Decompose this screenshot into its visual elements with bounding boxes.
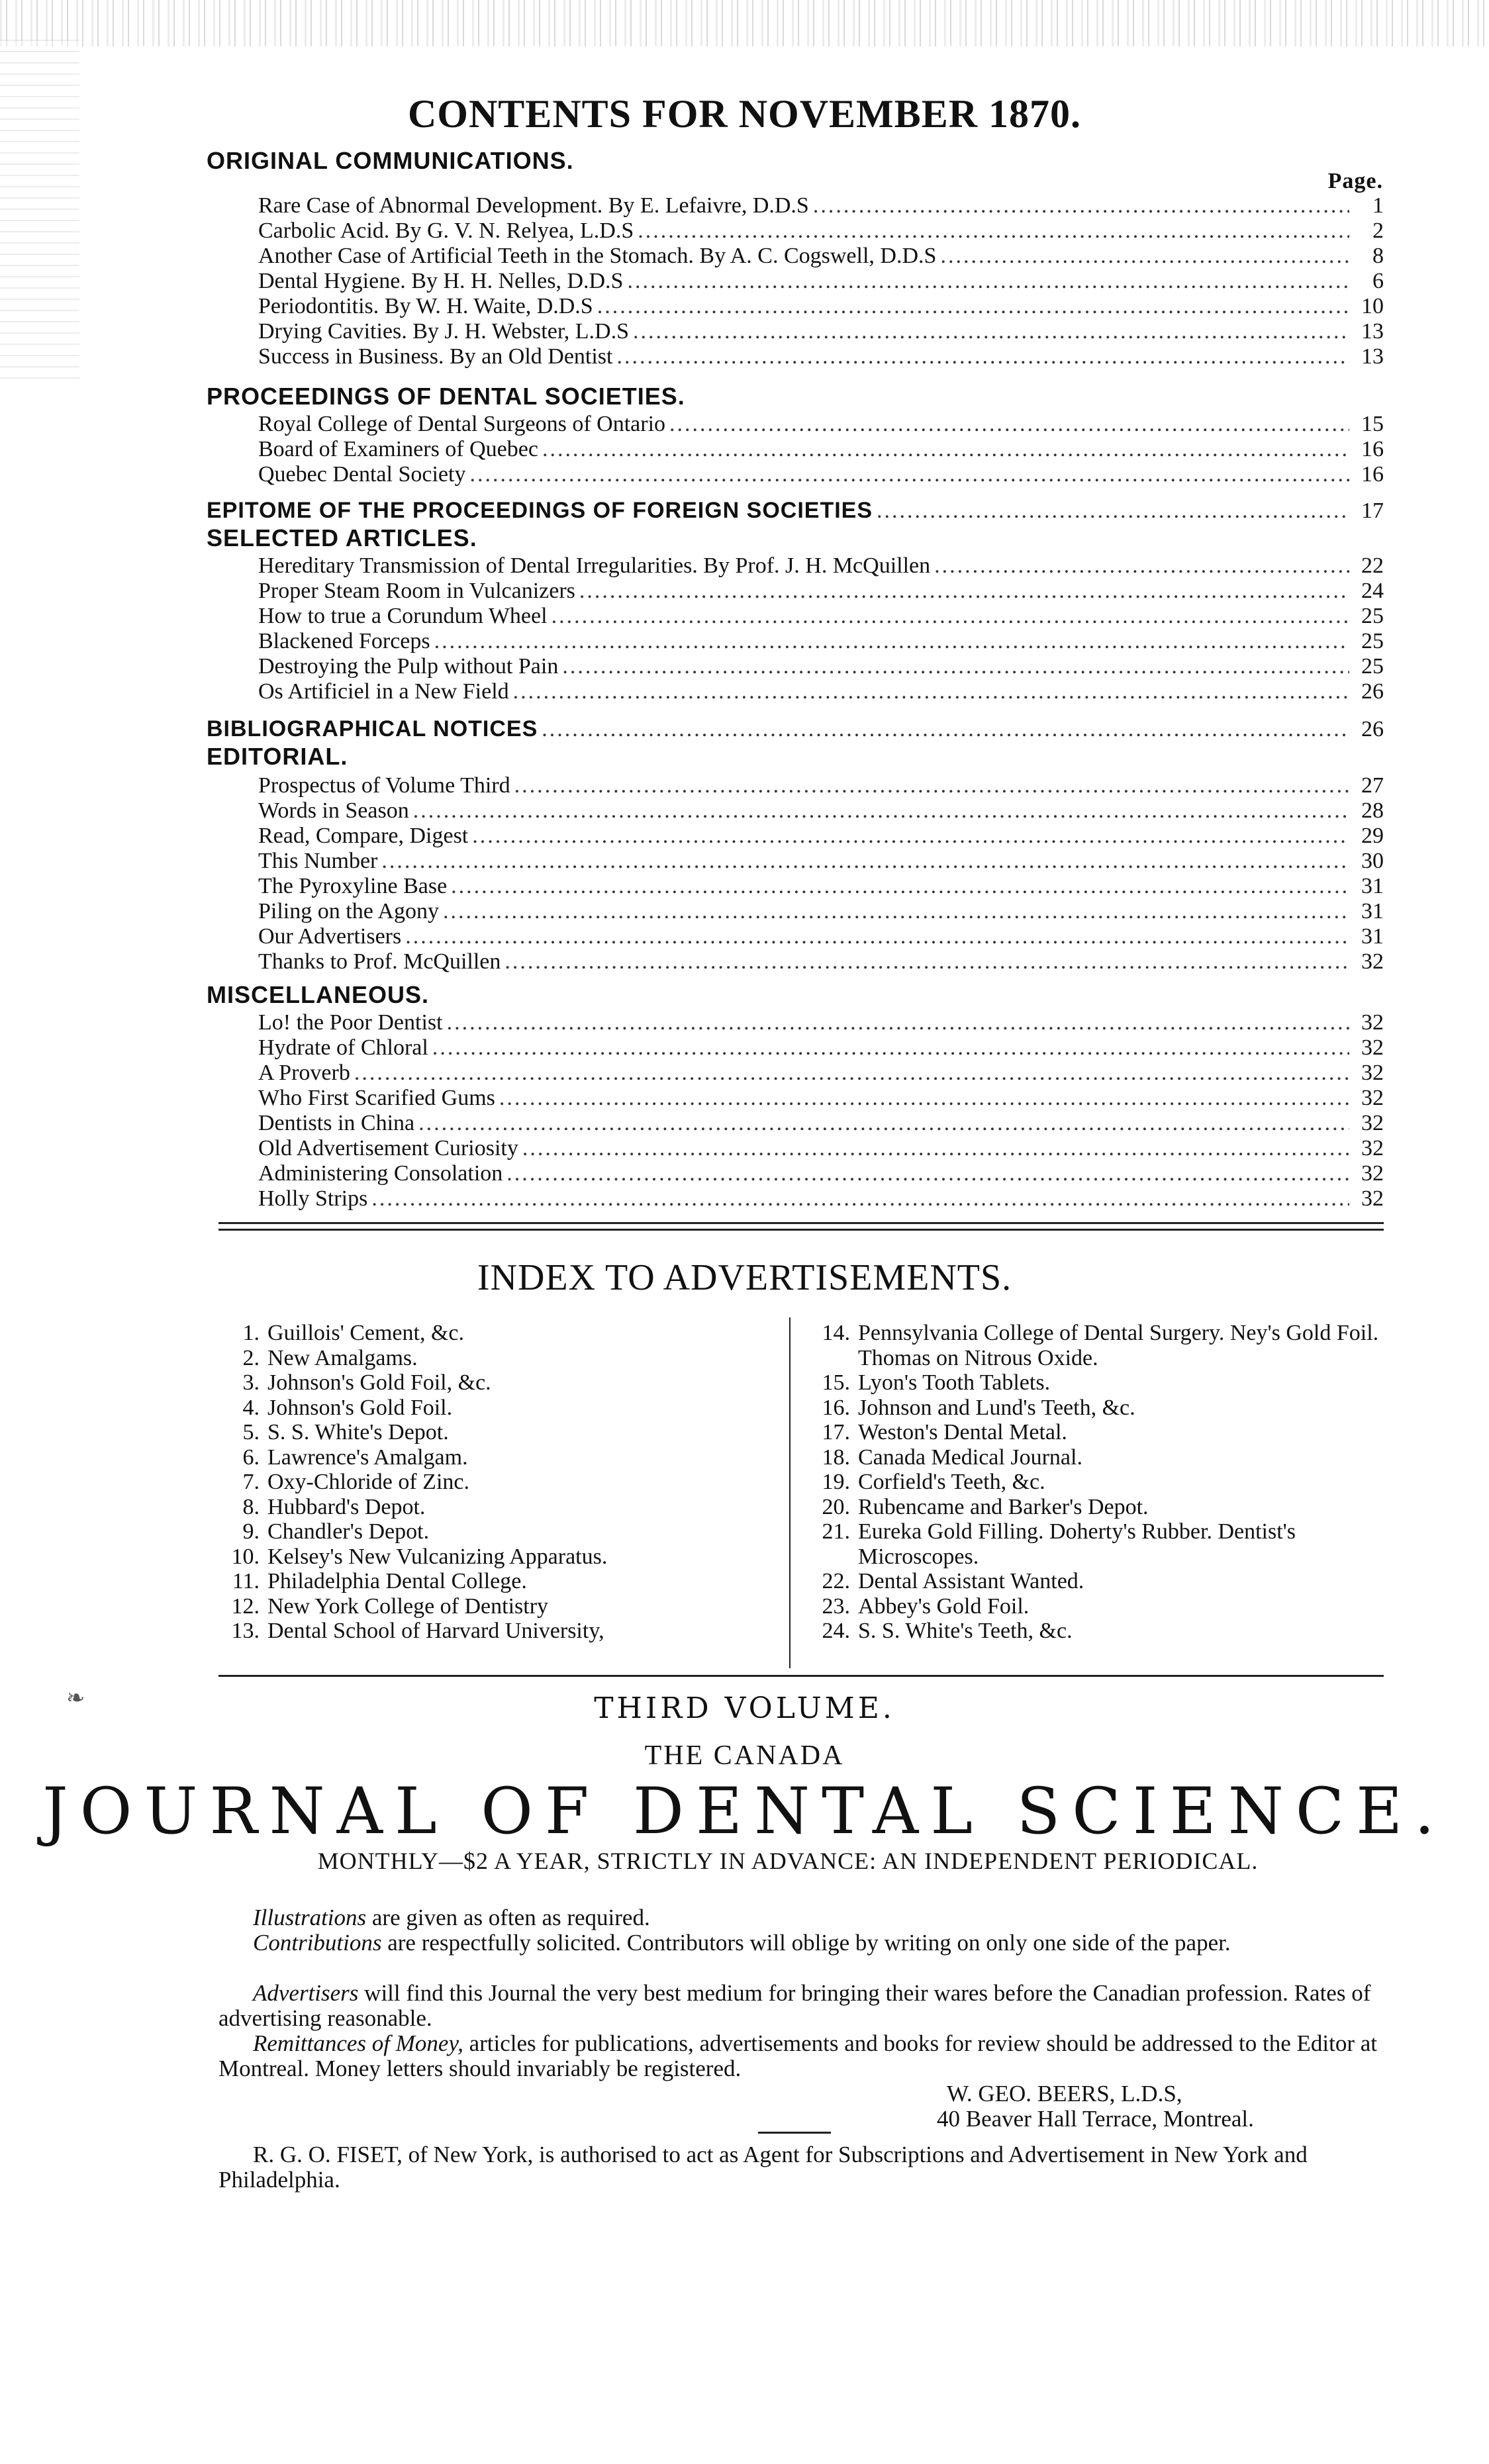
toc-entry: Os Artificiel in a New Field ..... 26 xyxy=(258,679,1384,704)
toc-entry: Thanks to Prof. McQuillen ..... 32 xyxy=(258,949,1384,974)
section-heading-editorial: EDITORIAL. xyxy=(207,743,348,770)
ad-index-item: 2. New Amalgams. xyxy=(242,1345,418,1370)
section-heading-original: ORIGINAL COMMUNICATIONS. xyxy=(207,147,574,174)
toc-entry: Destroying the Pulp without Pain ..... 25 xyxy=(258,654,1384,679)
ad-index-item: 11. Philadelphia Dental College. xyxy=(232,1569,527,1593)
ad-index-item: 1. Guillois' Cement, &c. xyxy=(242,1321,464,1345)
the-canada-line: THE CANADA xyxy=(644,1740,845,1771)
toc-entry: How to true a Corundum Wheel ..... 25 xyxy=(258,604,1384,629)
ad-index-item: 15. Lyon's Tooth Tablets. xyxy=(822,1370,1051,1395)
ad-index-item: 5. S. S. White's Depot. xyxy=(242,1420,449,1445)
advertisers-note: Advertisers will find this Journal the very best medium for bringing their wares before the Canadian profession. Rates of advertising reasonable. xyxy=(218,1980,1371,2031)
margin-mark: ❧ xyxy=(66,1686,85,1711)
contributions-note: Contributions are respectfully solicited. Contributors will oblige by writing on only one side of the paper. xyxy=(253,1930,1231,1956)
toc-entry: Hydrate of Chloral ..... 32 xyxy=(258,1035,1384,1061)
toc-entry: This Number ..... 30 xyxy=(258,849,1384,874)
ad-index-item: 21. Eureka Gold Filling. Doherty's Rubber. Dentist's Microscopes. xyxy=(822,1519,1296,1569)
page-column-label: Page. xyxy=(1327,169,1383,193)
toc-entry: Carbolic Acid. By G. V. N. Relyea, L.D.S ..... 2 xyxy=(258,218,1384,244)
ad-index-item: 12. New York College of Dentistry xyxy=(231,1593,549,1619)
toc-entry: Piling on the Agony ..... 31 xyxy=(258,899,1384,924)
ad-index-item: 20. Rubencame and Barker's Depot. xyxy=(822,1494,1149,1519)
toc-entry: Old Advertisement Curiosity ..... 32 xyxy=(258,1136,1384,1161)
toc-entry: Administering Consolation ..... 32 xyxy=(258,1161,1384,1186)
top-speckle-texture xyxy=(0,0,1489,46)
toc-entry: Rare Case of Abnormal Development. By E. Lefaivre, D.D.S ..... 1 xyxy=(258,193,1384,218)
ad-index-item: 6. Lawrence's Amalgam. xyxy=(242,1445,468,1470)
ad-index-right-column xyxy=(802,1321,1398,1644)
editor-address: 40 Beaver Hall Terrace, Montreal. xyxy=(937,2106,1254,2132)
journal-title: JOURNAL OF DENTAL SCIENCE. xyxy=(42,1774,1447,1848)
toc-entry: Our Advertisers ..... 31 xyxy=(258,924,1384,949)
divider-rule xyxy=(218,1222,1384,1224)
ad-index-item: 8. Hubbard's Depot. xyxy=(242,1494,426,1519)
ad-index-item: 17. Weston's Dental Metal. xyxy=(822,1420,1067,1445)
column-divider xyxy=(789,1317,791,1668)
remittances-note: Remittances of Money, articles for publications, advertisements and books for review should be addressed to the Editor at Montreal. Money letters should invariably be registered. xyxy=(218,2030,1378,2081)
ad-index-item: 14. Pennsylvania College of Dental Surgery. Ney's Gold Foil. Thomas on Nitrous Oxide. xyxy=(822,1321,1379,1370)
ad-index-item: 9. Chandler's Depot. xyxy=(242,1519,430,1544)
toc-entry: Another Case of Artificial Teeth in the Stomach. By A. C. Cogswell, D.D.S ..... 8 xyxy=(258,244,1384,269)
ad-index-item: 19. Corfield's Teeth, &c. xyxy=(822,1470,1045,1494)
toc-epitome xyxy=(207,498,1384,523)
toc-proceedings-list xyxy=(258,412,1384,487)
ad-index-item: 18. Canada Medical Journal. xyxy=(822,1445,1082,1470)
toc-entry: Periodontitis. By W. H. Waite, D.D.S ..... 10 xyxy=(258,294,1384,319)
ad-index-item: 4. Johnson's Gold Foil. xyxy=(242,1395,453,1420)
toc-editorial-list xyxy=(258,773,1384,974)
toc-entry: Royal College of Dental Surgeons of Ontario ..... 15 xyxy=(258,412,1384,437)
toc-entry: Blackened Forceps ..... 25 xyxy=(258,629,1384,654)
index-title: INDEX TO ADVERTISEMENTS. xyxy=(477,1257,1012,1298)
toc-entry: Words in Season ..... 28 xyxy=(258,798,1384,824)
ad-index-item: 7. Oxy-Chloride of Zinc. xyxy=(242,1470,469,1494)
ad-index-item: 3. Johnson's Gold Foil, &c. xyxy=(242,1370,491,1395)
toc-entry: Read, Compare, Digest ..... 29 xyxy=(258,824,1384,849)
illustrations-note: Illustrations are given as often as required. xyxy=(253,1905,650,1930)
ad-index-item: 23. Abbey's Gold Foil. xyxy=(822,1593,1030,1619)
toc-bibliographical xyxy=(207,716,1384,741)
toc-entry: A Proverb ..... 32 xyxy=(258,1061,1384,1086)
toc-entry: Quebec Dental Society ..... 16 xyxy=(258,462,1384,487)
toc-entry: Proper Steam Room in Vulcanizers ..... 24 xyxy=(258,579,1384,604)
contents-title: CONTENTS FOR NOVEMBER 1870. xyxy=(407,92,1082,136)
section-heading-miscellaneous: MISCELLANEOUS. xyxy=(207,981,430,1008)
divider-rule xyxy=(218,1675,1384,1677)
toc-entry: Dentists in China ..... 32 xyxy=(258,1111,1384,1136)
short-divider xyxy=(758,2132,831,2134)
toc-entry: Success in Business. By an Old Dentist ..... 13 xyxy=(258,344,1384,369)
editor-name: W. GEO. BEERS, L.D.S, xyxy=(947,2081,1182,2107)
toc-entry: Holly Strips ..... 32 xyxy=(258,1186,1384,1211)
ad-index-item: 10. Kelsey's New Vulcanizing Apparatus. xyxy=(231,1544,608,1569)
toc-entry: BIBLIOGRAPHICAL NOTICES ..... 26 xyxy=(207,716,1384,741)
ad-index-item: 16. Johnson and Lund's Teeth, &c. xyxy=(822,1395,1135,1420)
section-heading-selected: SELECTED ARTICLES. xyxy=(207,524,477,551)
ad-index-item: 24. S. S. White's Teeth, &c. xyxy=(822,1619,1073,1643)
toc-entry: The Pyroxyline Base ..... 31 xyxy=(258,874,1384,899)
toc-entry: Dental Hygiene. By H. H. Nelles, D.D.S ..... 6 xyxy=(258,269,1384,294)
agent-note: R. G. O. FISET, of New York, is authorised to act as Agent for Subscriptions and Advertisement in New York and Philadelphia. xyxy=(218,2142,1308,2193)
toc-original-list xyxy=(258,193,1384,369)
divider-rule xyxy=(218,1229,1384,1231)
toc-selected-list xyxy=(258,553,1384,704)
subscription-terms: MONTHLY—$2 A YEAR, STRICTLY IN ADVANCE: AN INDEPENDENT PERIODICAL. xyxy=(317,1848,1259,1874)
ad-index-left-column xyxy=(212,1321,781,1644)
toc-entry: Hereditary Transmission of Dental Irregularities. By Prof. J. H. McQuillen ..... 22 xyxy=(258,553,1384,579)
toc-miscellaneous-list xyxy=(258,1010,1384,1211)
toc-entry: EPITOME OF THE PROCEEDINGS OF FOREIGN SOCIETIES ..... 17 xyxy=(207,498,1384,523)
toc-entry: Lo! the Poor Dentist ..... 32 xyxy=(258,1010,1384,1035)
ad-index-item: 22. Dental Assistant Wanted. xyxy=(822,1569,1084,1593)
ad-index-item: 13. Dental School of Harvard University, xyxy=(231,1619,604,1643)
third-volume-heading: THIRD VOLUME. xyxy=(594,1691,895,1725)
toc-entry: Prospectus of Volume Third ..... 27 xyxy=(258,773,1384,798)
section-heading-proceedings: PROCEEDINGS OF DENTAL SOCIETIES. xyxy=(207,383,685,410)
toc-entry: Board of Examiners of Quebec ..... 16 xyxy=(258,437,1384,462)
toc-entry: Drying Cavities. By J. H. Webster, L.D.S ..... 13 xyxy=(258,319,1384,344)
toc-entry: Who First Scarified Gums ..... 32 xyxy=(258,1086,1384,1111)
